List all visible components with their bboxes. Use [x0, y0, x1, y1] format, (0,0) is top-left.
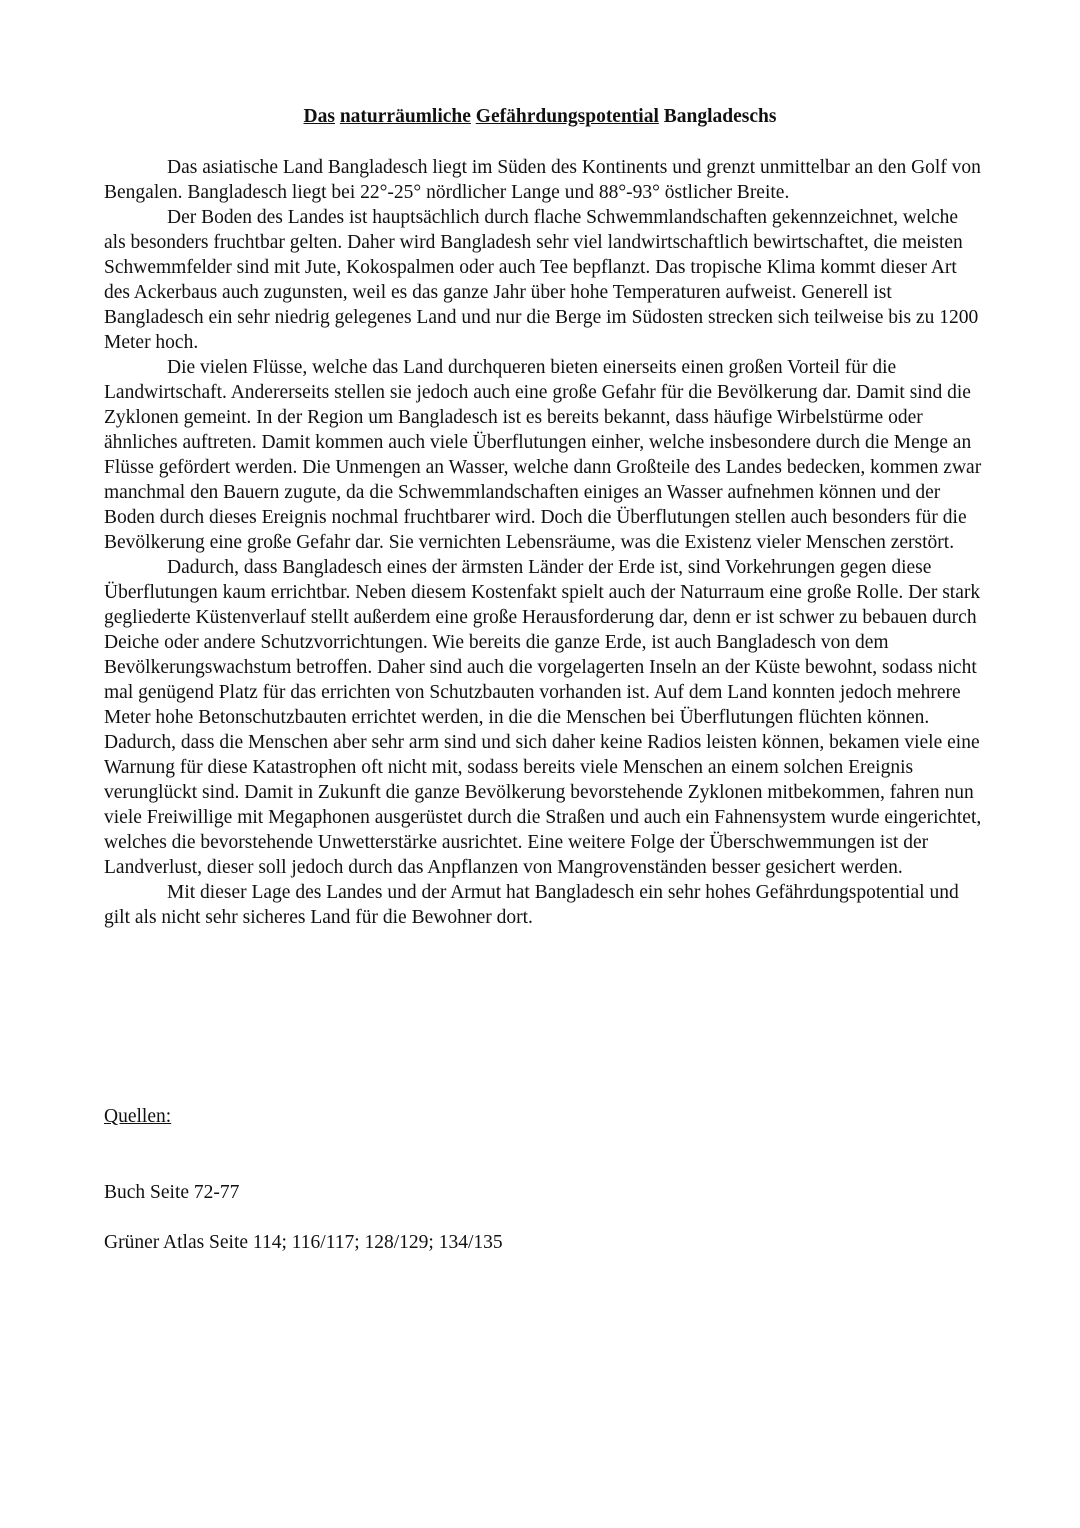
paragraph-5: Mit dieser Lage des Landes und der Armut hat Bangladesch ein sehr hohes Gefährdungspotential und gilt als nicht sehr sicheres Land für die Bewohner dort.	[104, 882, 959, 928]
title-word-das: Das	[303, 106, 335, 127]
paragraph-1: Das asiatische Land Bangladesch liegt im Süden des Kontinents und grenzt unmittelbar an den Golf von Bengalen. Bangladesch liegt bei 22°-25° nördlicher Lange und 88°-93° östlicher Breite.	[104, 157, 981, 203]
source-item-atlas: Grüner Atlas Seite 114; 116/117; 128/129; 134/135	[104, 1232, 503, 1253]
paragraph-2: Der Boden des Landes ist hauptsächlich durch flache Schwemmlandschaften gekennzeichnet, welche als besonders fruchtbar gelten. Daher wird Bangladesh sehr viel landwirtschaftlich bewirtschaftet, die meisten Schwemmfelder sind mit Jute, Kokospalmen oder auch Tee bepflanzt. Das tropische Klima kommt dieser Art des Ackerbaus auch zugunsten, weil es das ganze Jahr über hohe Temperaturen aufweist. Generell ist Bangladesch ein sehr niedrig gelegenes Land und nur die Berge im Südosten strecken sich teilweise bis zu 1200 Meter hoch.	[104, 207, 979, 353]
document-title	[0, 104, 1080, 129]
source-item-book: Buch Seite 72-77	[104, 1182, 240, 1203]
title-word-bangladeschs: Bangladeschs	[663, 106, 777, 127]
title-word-naturraeumliche: naturräumliche	[339, 106, 471, 127]
title-word-gefaehrdungspotential: Gefährdungspotential	[475, 106, 659, 127]
paragraph-3: Die vielen Flüsse, welche das Land durchqueren bieten einerseits einen großen Vorteil für die Landwirtschaft. Andererseits stellen sie jedoch auch eine große Gefahr für die Bevölkerung dar. Damit sind die Zyklonen gemeint. In der Region um Bangladesch ist es bereits bekannt, dass häufige Wirbelstürme oder ähnliches auftreten. Damit kommen auch viele Überflutungen einher, welche insbesondere durch die Menge an Flüsse gefördert werden. Die Unmengen an Wasser, welche dann Großteile des Landes bedecken, kommen zwar manchmal den Bauern zugute, da die Schwemmlandschaften einiges an Wasser aufnehmen können und der Boden durch dieses Ereignis nochmal fruchtbarer wird. Doch die Überflutungen stellen auch besonders für die Bevölkerung eine große Gefahr dar. Sie vernichten Lebensräume, was die Existenz vieler Menschen zerstört.	[104, 357, 982, 553]
sources-heading: Quellen:	[104, 1106, 172, 1127]
paragraph-4: Dadurch, dass Bangladesch eines der ärmsten Länder der Erde ist, sind Vorkehrungen gegen diese Überflutungen kaum errichtbar. Neben diesem Kostenfakt spielt auch der Naturraum eine große Rolle. Der stark gegliederte Küstenverlauf stellt außerdem eine große Herausforderung dar, denn er ist schwer zu bebauen durch Deiche oder andere Schutzvorrichtungen. Wie bereits die ganze Erde, ist auch Bangladesch von dem Bevölkerungswachstum betroffen. Daher sind auch die vorgelagerten Inseln an der Küste bewohnt, sodass nicht mal genügend Platz für das errichten von Schutzbauten vorhanden ist. Auf dem Land konnten jedoch mehrere Meter hohe Betonschutzbauten errichtet werden, in die die Menschen bei Überflutungen flüchten können. Dadurch, dass die Menschen aber sehr arm sind und sich daher keine Radios leisten können, bekamen viele eine Warnung für diese Katastrophen oft nicht mit, sodass bereits viele Menschen an einem solchen Ereignis verunglückt sind. Damit in Zukunft die ganze Bevölkerung bevorstehende Zyklonen mitbekommen, fahren nun viele Freiwillige mit Megaphonen ausgerüstet durch die Straßen und auch ein Fahnensystem wurde eingerichtet, welches die bevorstehende Unwetterstärke ausrichtet. Eine weitere Folge der Überschwemmungen ist der Landverlust, dieser soll jedoch durch das Anpflanzen von Mangrovenständen besser gesichert werden.	[104, 557, 982, 878]
document-body	[104, 155, 984, 930]
